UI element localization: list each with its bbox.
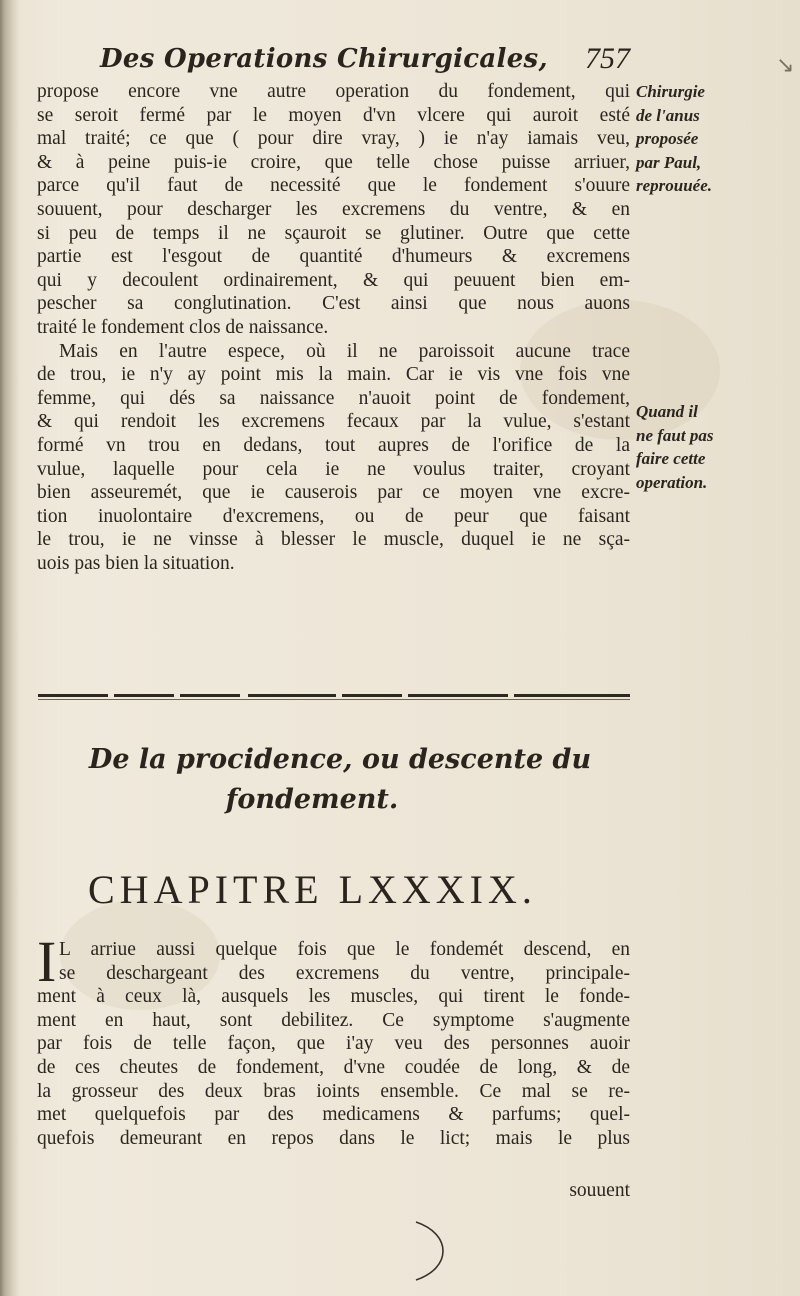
text-line: uois pas bien la situation. [37,552,235,574]
text-line: souuent, pour descharger les excremens du ventre, & en [37,198,630,220]
page-header [100,40,640,84]
margin-note-line: de l'anus [636,105,700,125]
bracket-ornament [408,1216,458,1286]
text-line: & qui rendoit les excremens fecaux par la vulue, s'estant [37,411,630,433]
text-line: qui y decoulent ordinairement, & qui peuuent bien em- [37,269,630,291]
ornamental-rule [38,694,630,700]
text-line: si peu de temps il ne sçauroit se glutiner. Outre que cette [37,222,630,244]
text-line: la grosseur des deux bras ioints ensemble. Ce mal se re- [37,1080,630,1102]
body-text [37,80,630,575]
text-line: Mais en l'autre espece, où il ne paroissoit aucune trace [59,340,630,362]
text-line: parce qu'il faut de necessité que le fondement s'ouure [37,175,630,197]
margin-note-line: Chirurgie [636,82,705,101]
text-line: pescher sa conglutination. C'est ainsi que nous auons [37,293,630,315]
text-line: vulue, laquelle pour cela ie ne voulus traiter, croyant [37,458,630,480]
binding-gutter-shadow [0,0,20,1296]
text-line: L arriue aussi quelque fois que le fondemét descend, en [59,939,630,960]
text-line: quefois demeurant en repos dans le lict; mais le plus [37,1127,630,1149]
margin-note-line: proposée [636,129,699,149]
text-line: ment à ceux là, ausquels les muscles, qui tirent le fonde- [37,986,630,1008]
text-line: bien asseuremét, que ie causerois par ce moyen vne excre- [37,482,630,504]
text-line: ment en haut, sont debilitez. Ce symptome s'augmente [37,1009,630,1031]
text-line: met quelquefois par des medicamens & parfums; quel- [37,1104,630,1126]
text-line: mal traité; ce que ( pour dire vray, ) ie n'ay iamais veu, [37,128,630,150]
chapter-text [37,929,630,1150]
margin-note-anus-surgery [636,80,712,198]
margin-note-line: Quand il [636,402,698,421]
margin-note-line: par Paul, [636,152,702,172]
section-title-line1: De la procidence, ou descente du [88,744,592,775]
margin-mark: ↘ [776,52,795,77]
text-line: tion inuolontaire d'excremens, ou de peur que faisant [37,505,630,527]
margin-note-line: faire cette [636,449,706,469]
text-line: propose encore vne autre operation du fondement, qui [37,81,630,102]
text-line: se seroit fermé par le moyen d'vn vlcere qui auroit esté [37,104,630,126]
catchword: souuent [569,1180,630,1201]
margin-note-line: reprouuée. [636,176,713,196]
text-line: & à peine puis-ie croire, que telle chose puisse arriuer, [37,151,630,173]
text-line: femme, qui dés sa naissance n'auoit point de fondement, [37,387,630,409]
running-title: Des Operations Chirurgicales, [100,44,548,74]
text-line: de ces cheutes de fondement, d'vne coudée de long, & de [37,1056,630,1078]
page-number: 757 [585,42,630,75]
margin-note-line: operation. [636,472,708,492]
text-line: traité le fondement clos de naissance. [37,316,329,338]
text-line: partie est l'esgout de quantité d'humeurs & excremens [37,246,630,268]
text-line: de trou, ie n'y ay point mis la main. Car ie vis vne fois vne [37,364,630,386]
drop-cap: I [37,929,57,994]
text-line: se deschargeant des excremens du ventre, principale- [59,962,630,984]
section-title-line2: fondement. [225,784,399,815]
chapter-heading: CHAPITRE LXXXIX. [88,867,537,912]
text-line: par fois de telle façon, que i'ay veu des personnes auoir [37,1033,630,1055]
text-line: le trou, ie ne vinsse à blesser le muscle, duquel ie ne sça- [37,529,630,551]
margin-note-when-not [636,400,713,494]
text-line: formé vn trou en dedans, tout aupres de l'orifice de la [37,434,630,456]
margin-note-line: ne faut pas [636,425,714,445]
